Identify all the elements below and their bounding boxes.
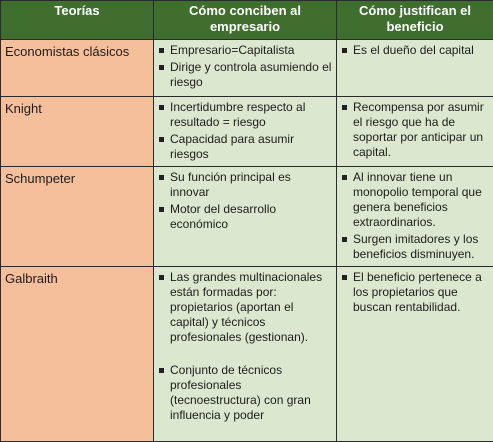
justification-list — [341, 270, 489, 315]
list-item: Su función principal es innovar — [158, 170, 332, 200]
table-row — [1, 97, 493, 167]
list-item: Conjunto de técnicos profesionales (tecnoestructura) con gran influencia y poder — [158, 363, 332, 423]
justification-cell — [337, 267, 493, 442]
conception-list — [158, 170, 332, 232]
table-row — [1, 267, 493, 442]
list-item: Incertidumbre respecto al resultado = riesgo — [158, 100, 332, 130]
list-item: Capacidad para asumir riesgos — [158, 132, 332, 162]
justification-list — [341, 43, 489, 58]
conception-list — [158, 100, 332, 162]
list-item: Dirige y controla asumiendo el riesgo — [158, 60, 332, 90]
justification-cell — [337, 167, 493, 267]
justification-cell — [337, 40, 493, 97]
list-item: Al innovar tiene un monopolio temporal que genera beneficios extraordinarios. — [341, 170, 489, 230]
conception-cell — [154, 97, 337, 167]
list-item: Recompensa por asumir el riesgo que ha de soportar por anticipar un capital. — [341, 100, 489, 160]
table-row — [1, 167, 493, 267]
conception-list — [158, 270, 332, 423]
theory-cell: Galbraith — [1, 267, 154, 442]
header-justification: Cómo justifican el beneficio — [337, 1, 493, 40]
conception-cell — [154, 267, 337, 442]
conception-cell — [154, 167, 337, 267]
header-conception: Cómo conciben al empresario — [154, 1, 337, 40]
list-item: Surgen imitadores y los beneficios disminuyen. — [341, 232, 489, 262]
conception-list — [158, 43, 332, 90]
theory-cell: Economistas clásicos — [1, 40, 154, 97]
theory-cell: Schumpeter — [1, 167, 154, 267]
header-theories: Teorías — [1, 1, 154, 40]
header-row — [1, 1, 493, 40]
table-row — [1, 40, 493, 97]
conception-cell — [154, 40, 337, 97]
list-item: Las grandes multinacionales están formadas por: propietarios (aportan el capital) y técnicos profesionales (gestionan). — [158, 270, 332, 345]
justification-list — [341, 100, 489, 160]
list-item: Es el dueño del capital — [341, 43, 489, 58]
list-item: Motor del desarrollo económico — [158, 202, 332, 232]
justification-list — [341, 170, 489, 262]
list-item: El beneficio pertenece a los propietarios que buscan rentabilidad. — [341, 270, 489, 315]
theory-cell: Knight — [1, 97, 154, 167]
list-item: Empresario=Capitalista — [158, 43, 332, 58]
justification-cell — [337, 97, 493, 167]
